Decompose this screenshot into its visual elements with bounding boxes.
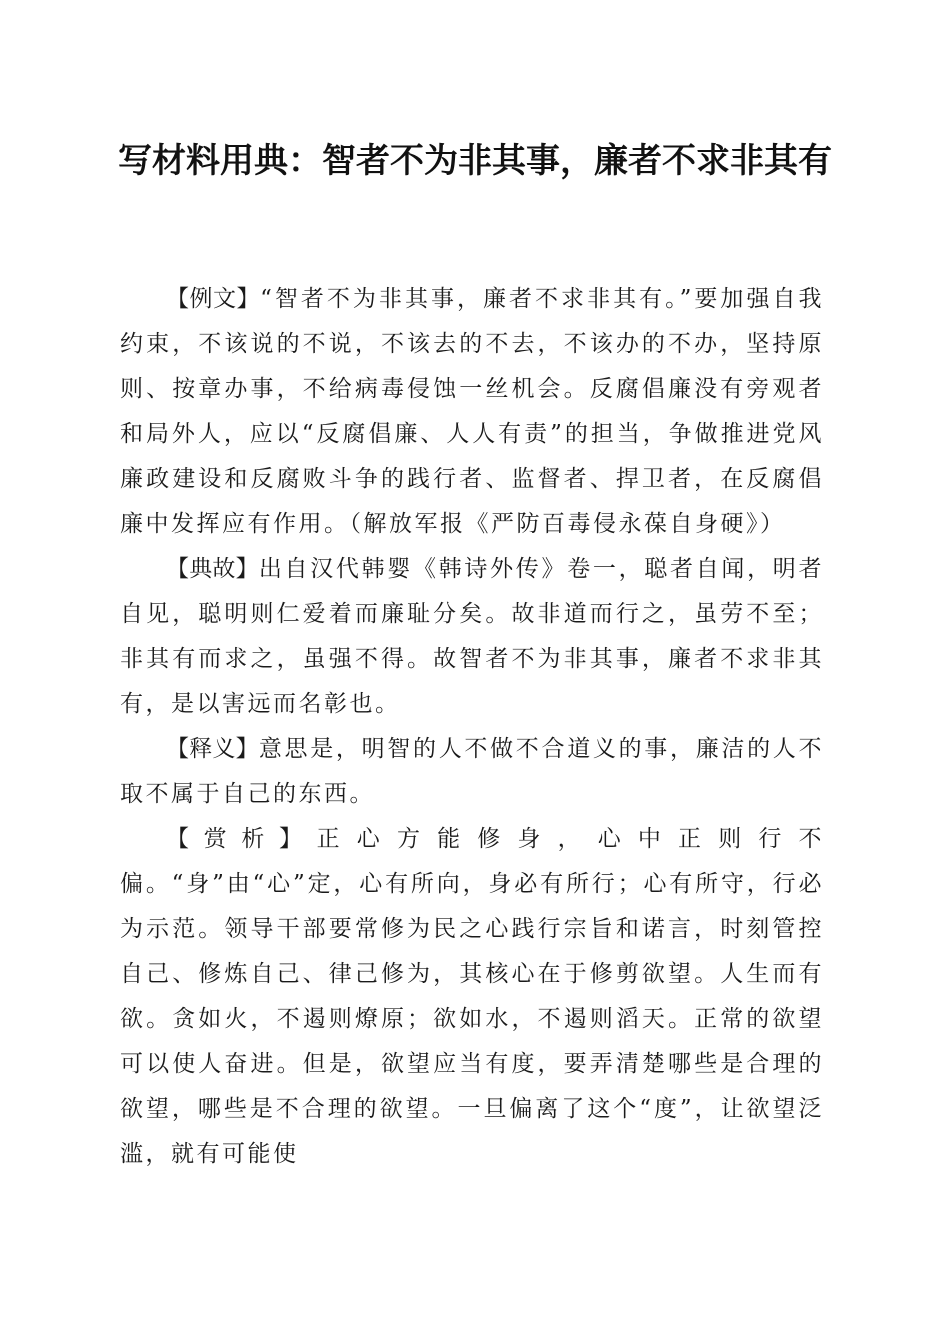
paragraph-text: 正心方能修身，心中正则行不偏。“身”由“心”定，心有所向，身必有所行；心有所守，行必为示范。领导干部要常修为民之心践行宗旨和诺言，时刻管控自己、修炼自己、律己修为，其核心在于修剪欲望。人生而有欲。贪如火，不遏则燎原；欲如水，不遏则滔天。正常的欲望可以使人奋进。但是，欲望应当有度，要弄清楚哪些是合理的欲望，哪些是不合理的欲望。一旦偏离了这个“度”，让欲望泛滥，就有可能使 xyxy=(120,826,824,1167)
paragraph-allusion xyxy=(120,547,824,727)
paragraph-analysis xyxy=(120,817,824,1177)
paragraph-tag: 【释义】 xyxy=(166,736,259,762)
paragraph-tag: 【例文】 xyxy=(166,286,261,312)
paragraph-tag: 【赏析】 xyxy=(166,826,317,852)
paragraph-text: 意思是，明智的人不做不合道义的事，廉洁的人不取不属于自己的东西。 xyxy=(120,736,825,807)
paragraph-example xyxy=(120,277,824,547)
paragraph-text: 出自汉代韩婴《韩诗外传》卷一，聪者自闻，明者自见，聪明则仁爱着而廉耻分矣。故非道而行之，虽劳不至；非其有而求之，虽强不得。故智者不为非其事，廉者不求非其有，是以害远而名彰也。 xyxy=(120,556,825,717)
page-title: 写材料用典：智者不为非其事，廉者不求非其有 xyxy=(118,141,832,181)
paragraph-meaning xyxy=(120,727,824,817)
paragraph-text: “智者不为非其事，廉者不求非其有。”要加强自我约束，不该说的不说，不该去的不去，不该办的不办，坚持原则、按章办事，不给病毒侵蚀一丝机会。反腐倡廉没有旁观者和局外人，应以“反腐倡廉、人人有责”的担当，争做推进党风廉政建设和反腐败斗争的践行者、监督者、捍卫者，在反腐倡廉中发挥应有作用。（解放军报《严防百毒侵永葆自身硬》） xyxy=(120,286,824,537)
paragraph-tag: 【典故】 xyxy=(166,556,259,582)
document-body xyxy=(120,277,824,1177)
